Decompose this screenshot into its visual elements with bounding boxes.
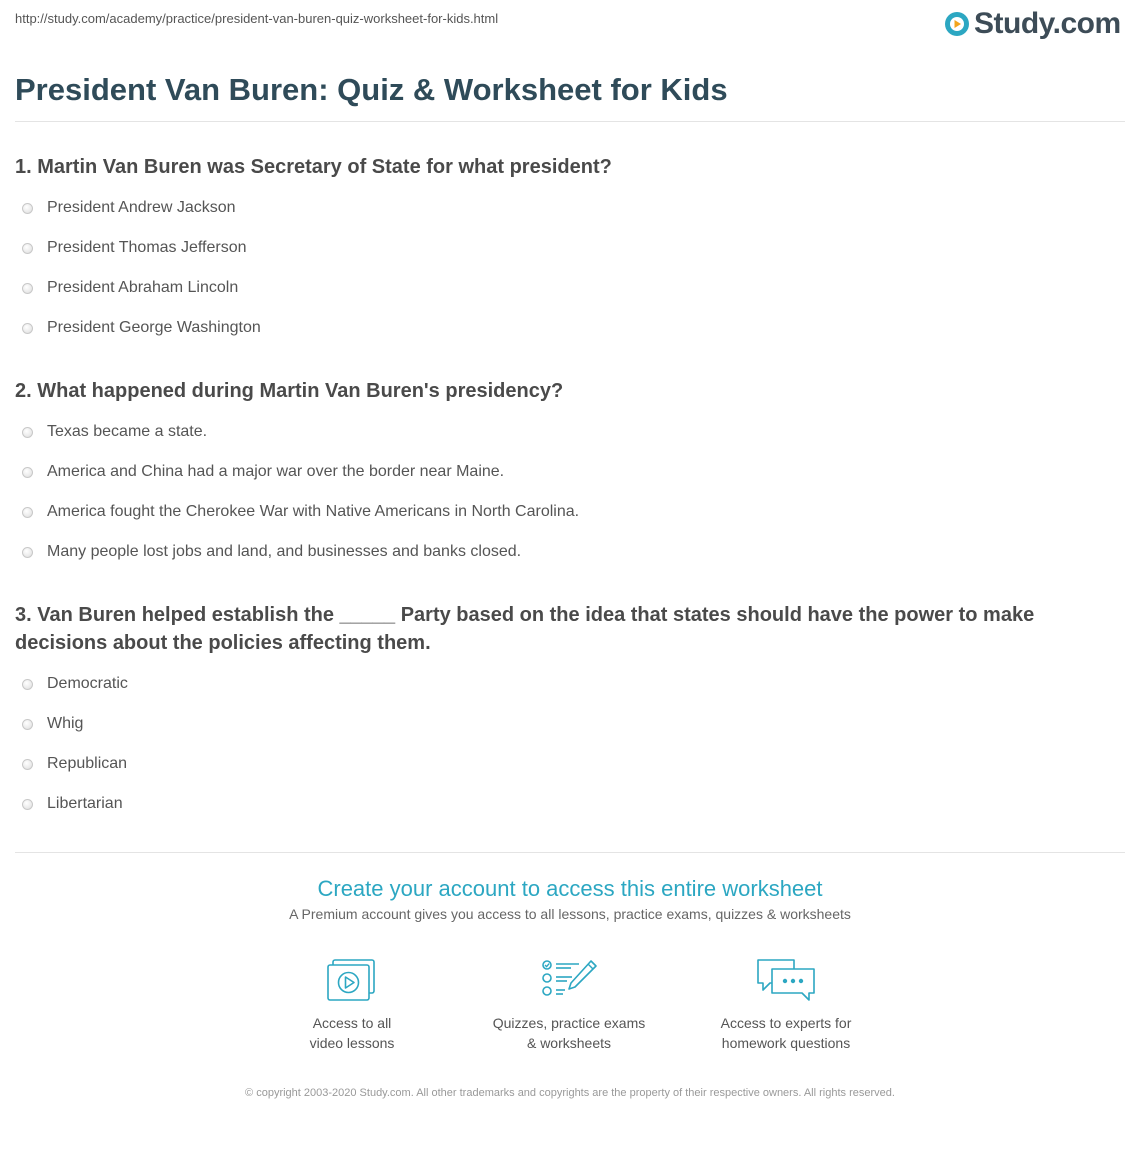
answer-option[interactable] [22, 461, 504, 483]
radio-button[interactable] [22, 283, 33, 294]
promo-divider [15, 852, 1125, 853]
feature-quizzes [469, 957, 669, 1053]
page-url: http://study.com/academy/practice/president-van-buren-quiz-worksheet-for-kids.html [15, 11, 499, 26]
radio-button[interactable] [22, 679, 33, 690]
question-3: 3. Van Buren helped establish the _____ Party based on the idea that states should have the power to make decisions about the policies affecting them. [15, 604, 1035, 654]
question-1: 1. Martin Van Buren was Secretary of State for what president? [15, 156, 612, 178]
question-2: 2. What happened during Martin Van Buren's presidency? [15, 380, 564, 402]
option-label: Many people lost jobs and land, and businesses and banks closed. [47, 543, 522, 560]
answer-option[interactable] [22, 317, 261, 339]
option-label: Texas became a state. [47, 423, 208, 440]
radio-button[interactable] [22, 323, 33, 334]
option-label: President Andrew Jackson [47, 199, 236, 216]
radio-button[interactable] [22, 799, 33, 810]
option-label: President Thomas Jefferson [47, 239, 247, 256]
option-label: Libertarian [47, 795, 123, 812]
video-lessons-icon [324, 957, 380, 1003]
play-logo-icon [944, 11, 970, 37]
radio-button[interactable] [22, 719, 33, 730]
feature-label: Access to all video lessons [309, 1015, 395, 1051]
study-logo[interactable] [944, 6, 1121, 42]
logo-text: Study.com [974, 7, 1121, 40]
premium-description: A Premium account gives you access to all lessons, practice exams, quizzes & worksheets [289, 906, 851, 922]
answer-option[interactable] [22, 713, 83, 735]
answer-option[interactable] [22, 541, 521, 563]
copyright-notice: © copyright 2003-2020 Study.com. All other trademarks and copyrights are the property of their respective owners. All rights reserved. [245, 1087, 895, 1099]
radio-button[interactable] [22, 759, 33, 770]
experts-chat-icon [754, 957, 818, 1003]
option-label: America fought the Cherokee War with Native Americans in North Carolina. [47, 503, 580, 520]
quizzes-icon [539, 957, 599, 1003]
radio-button[interactable] [22, 243, 33, 254]
answer-option[interactable] [22, 753, 127, 775]
feature-video-lessons [252, 957, 452, 1053]
option-label: Whig [47, 715, 84, 732]
radio-button[interactable] [22, 547, 33, 558]
feature-label: Quizzes, practice exams & worksheets [492, 1015, 646, 1051]
option-label: President Abraham Lincoln [47, 279, 239, 296]
radio-button[interactable] [22, 203, 33, 214]
answer-option[interactable] [22, 673, 128, 695]
option-label: Republican [47, 755, 128, 772]
feature-experts [686, 957, 886, 1053]
radio-button[interactable] [22, 467, 33, 478]
answer-option[interactable] [22, 237, 247, 259]
answer-option[interactable] [22, 197, 236, 219]
option-label: Democratic [47, 675, 128, 692]
answer-option[interactable] [22, 277, 238, 299]
answer-option[interactable] [22, 501, 579, 523]
answer-option[interactable] [22, 793, 123, 815]
create-account-link[interactable]: Create your account to access this entire worksheet [317, 876, 823, 901]
radio-button[interactable] [22, 507, 33, 518]
option-label: America and China had a major war over the border near Maine. [47, 463, 505, 480]
radio-button[interactable] [22, 427, 33, 438]
feature-label: Access to experts for homework questions [720, 1015, 852, 1051]
option-label: President George Washington [47, 319, 261, 336]
answer-option[interactable] [22, 421, 207, 443]
title-divider [15, 121, 1125, 122]
page-title: President Van Buren: Quiz & Worksheet for Kids [15, 72, 728, 107]
